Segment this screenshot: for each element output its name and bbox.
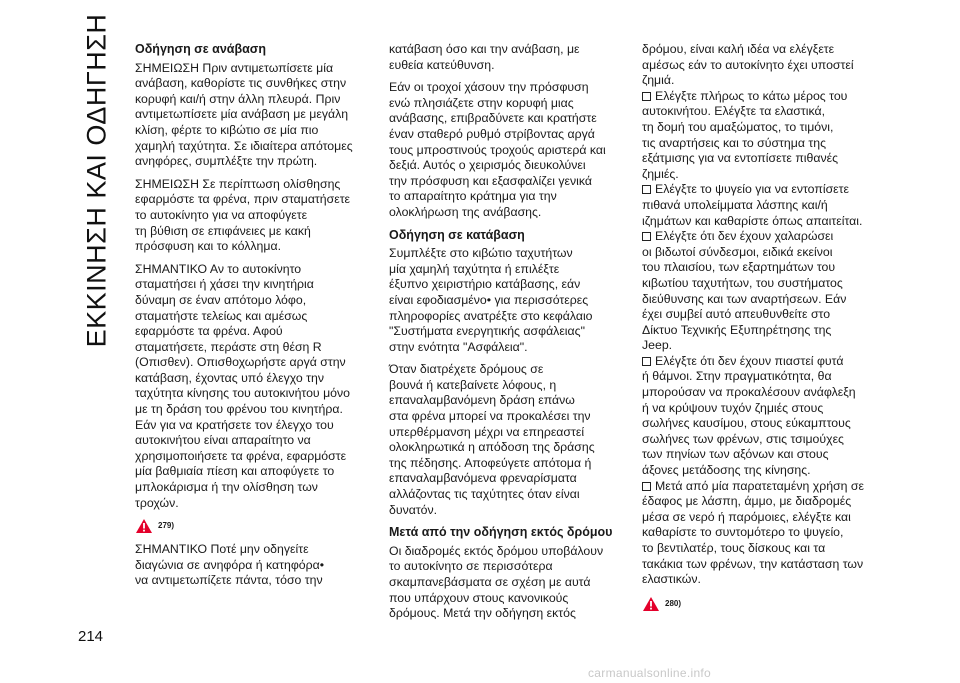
paragraph-note-1: ΣΗΜΕΙΩΣΗ Πριν αντιμετωπίσετε μία ανάβαση, καθορίστε τις συνθήκες στην κορυφή και/ή στην άλλη πλευρά. Πριν αντιμετωπίσετε μία ανάβαση με μεγάλη κλίση, φέρτε το κιβώτιο σε μία πιο χαμηλή ταχύτητα. Σε ιδιαίτερα απότομες ανηφόρες, συμπλέξτε την πρώτη. [135, 60, 353, 169]
page-number: 214 [78, 628, 104, 645]
warning-triangle-icon [135, 518, 153, 534]
paragraph-continued: κατάβαση όσο και την ανάβαση, με ευθεία κατεύθυνση. [389, 42, 580, 72]
paragraph-damage-check: δρόμου, είναι καλή ιδέα να ελέγξετε αμέσως εάν το αυτοκίνητο έχει υποστεί ζημιά. [642, 42, 854, 88]
paragraph-note-2: ΣΗΜΕΙΩΣΗ Σε περίπτωση ολίσθησης εφαρμόστε τα φρένα, πριν σταματήσετε το αυτοκίνητο για να αποφύγετε τη βύθιση σε επιφάνειες με κακή πρόσφυση και το κόλλημα. [135, 176, 351, 254]
list-item: Μετά από μία παρατεταμένη χρήση σε έδαφος με λάσπη, άμμο, με διαδρομές μέσα σε νερό ή παρόμοιες, ελέγξτε και καθαρίστε το συντομότερο το ψυγείο, το βεντιλατέρ, τους δίσκους και τα τακάκια των φρένων, την κατάσταση των ελαστικών. [642, 478, 864, 587]
paragraph-important-2: ΣΗΜΑΝΤΙΚΟ Ποτέ μην οδηγείτε διαγώνια σε ανηφόρα ή κατηφόρα• να αντιμετωπίζετε πάντα, τόσο την [135, 542, 325, 588]
checklist [642, 89, 874, 588]
paragraph-traction: Εάν οι τροχοί χάσουν την πρόσφυση ενώ πλησιάζετε στην κορυφή μιας ανάβασης, επιβραδύνετε και κρατήστε έναν σταθερό ρυθμό στρίβοντας αργά τους μπροστινούς τροχούς αριστερά και δεξιά. Αυτός ο χειρισμός διευκολύνει την πρόσφυση και εξασφαλίζει γενικά το απαραίτητο κράτημα για την ολοκλήρωση της ανάβασης. [389, 80, 606, 219]
paragraph-downhill-gear: Συμπλέξτε στο κιβώτιο ταχυτήτων μία χαμηλή ταχύτητα ή επιλέξτε έξυπνο χειριστήριο κατάβασης, εάν είναι εφοδιασμένο• για περισσότερες πληροφορίες ανατρέξτε στο κεφάλαιο "Συστήματα ενεργητικής ασφάλειας" στην ενότητα "Ασφάλεια". [389, 246, 593, 354]
checkbox-bullet-icon [642, 357, 651, 366]
column-3 [642, 42, 874, 620]
warning-triangle-icon [642, 596, 660, 612]
list-item: Ελέγξτε πλήρως το κάτω μέρος του αυτοκινήτου. Ελέγξτε τα ελαστικά, τη δομή του αμαξώματος, το τιμόνι, τις αναρτήσεις και το σύστημα της εξάτμισης για να εντοπίσετε πιθανές ζημιές. [642, 88, 848, 181]
heading-downhill: Οδήγηση σε κατάβαση [389, 227, 525, 242]
checkbox-bullet-icon [642, 482, 651, 491]
column-2 [389, 42, 621, 629]
paragraph-important-1: ΣΗΜΑΝΤΙΚΟ Αν το αυτοκίνητο σταματήσει ή χάσει την κινητήρια δύναμη σε έναν απότομο λόφο, σταματήστε τελείως και αμέσως εφαρμόστε τα φρένα. Αφού σταματήσετε, περάστε στη θέση R (Οπισθεν). Οπισθοχωρήστε αργά στην κατάβαση, έχοντας υπό έλεγχο την ταχύτητα κίνησης του αυτοκινήτου μόνο με τη δράση του φρένου του κινητήρα. Εάν για να κρατήσετε τον έλεγχο του αυτοκινήτου είναι απαραίτητο να χρησιμοποιήσετε τα φρένα, εφαρμόστε μία βαθμιαία πίεση και αποφύγετε το μπλοκάρισμα ή την ολίσθηση των τροχών. [135, 261, 350, 510]
list-item: Ελέγξτε ότι δεν έχουν χαλαρώσει οι βιδωτοί σύνδεσμοι, ειδικά εκείνοι του πλαισίου, των εξαρτημάτων του κιβωτίου ταχυτήτων, του συστήματος διεύθυνσης και των αναρτήσεων. Εάν έχει συμβεί αυτό απευθυνθείτε στο Δίκτυο Τεχνικής Εξυπηρέτησης της Jeep. [642, 229, 847, 353]
heading-uphill: Οδήγηση σε ανάβαση [135, 42, 266, 56]
list-item: Ελέγξτε το ψυγείο για να εντοπίσετε πιθανά υπολείμματα λάσπης και/ή ιζημάτων και καθαρίστε όπως απαιτείται. [642, 182, 863, 228]
warning-reference-280 [642, 596, 874, 612]
paragraph-offroad: Οι διαδρομές εκτός δρόμου υποβάλουν το αυτοκίνητο σε περισσότερα σκαμπανεβάσματα σε σχέση με αυτά που υπάρχουν στους κανονικούς δρόμους. Μετά την οδήγηση εκτός [389, 543, 604, 621]
heading-after-offroad: Μετά από την οδήγηση εκτός δρόμου [389, 525, 613, 540]
warning-reference-279 [135, 518, 367, 534]
checkbox-bullet-icon [642, 92, 651, 101]
warning-ref-label: 279) [158, 521, 175, 531]
list-item: Ελέγξτε ότι δεν έχουν πιαστεί φυτά ή θάμνοι. Στην πραγματικότητα, θα μπορούσαν να προκαλέσουν ανάφλεξη ή να κρύψουν τυχόν ζημιές στους σωλήνες καυσίμου, στους εύκαμπτους σωλήνες των φρένων, στις τσιμούχες των πηνίων των αξόνων και στους άξονες μετάδοσης της κίνησης. [642, 353, 856, 478]
section-title-vertical: ΕΚΚΙΝΗΣΗ ΚΑΙ ΟΔΗΓΗΣΗ [81, 13, 112, 347]
warning-ref-label: 280) [665, 598, 682, 608]
checkbox-bullet-icon [642, 185, 651, 194]
watermark: carmanualsonline.info [588, 666, 712, 680]
paragraph-brakes: Όταν διατρέχετε δρόμους σε βουνά ή κατεβαίνετε λόφους, η επαναλαμβανόμενη δράση επάνω στα φρένα μπορεί να προκαλέσει την υπερθέρμανση μέχρι να επηρεαστεί ολοκληρωτικά η απόδοση της δράσης της πέδησης. Αποφεύγετε απότομα ή επαναλαμβανόμενα φρεναρίσματα αλλάζοντας τις ταχύτητες όταν είναι δυνατόν. [389, 362, 595, 517]
checkbox-bullet-icon [642, 232, 651, 241]
column-1 [135, 42, 367, 596]
